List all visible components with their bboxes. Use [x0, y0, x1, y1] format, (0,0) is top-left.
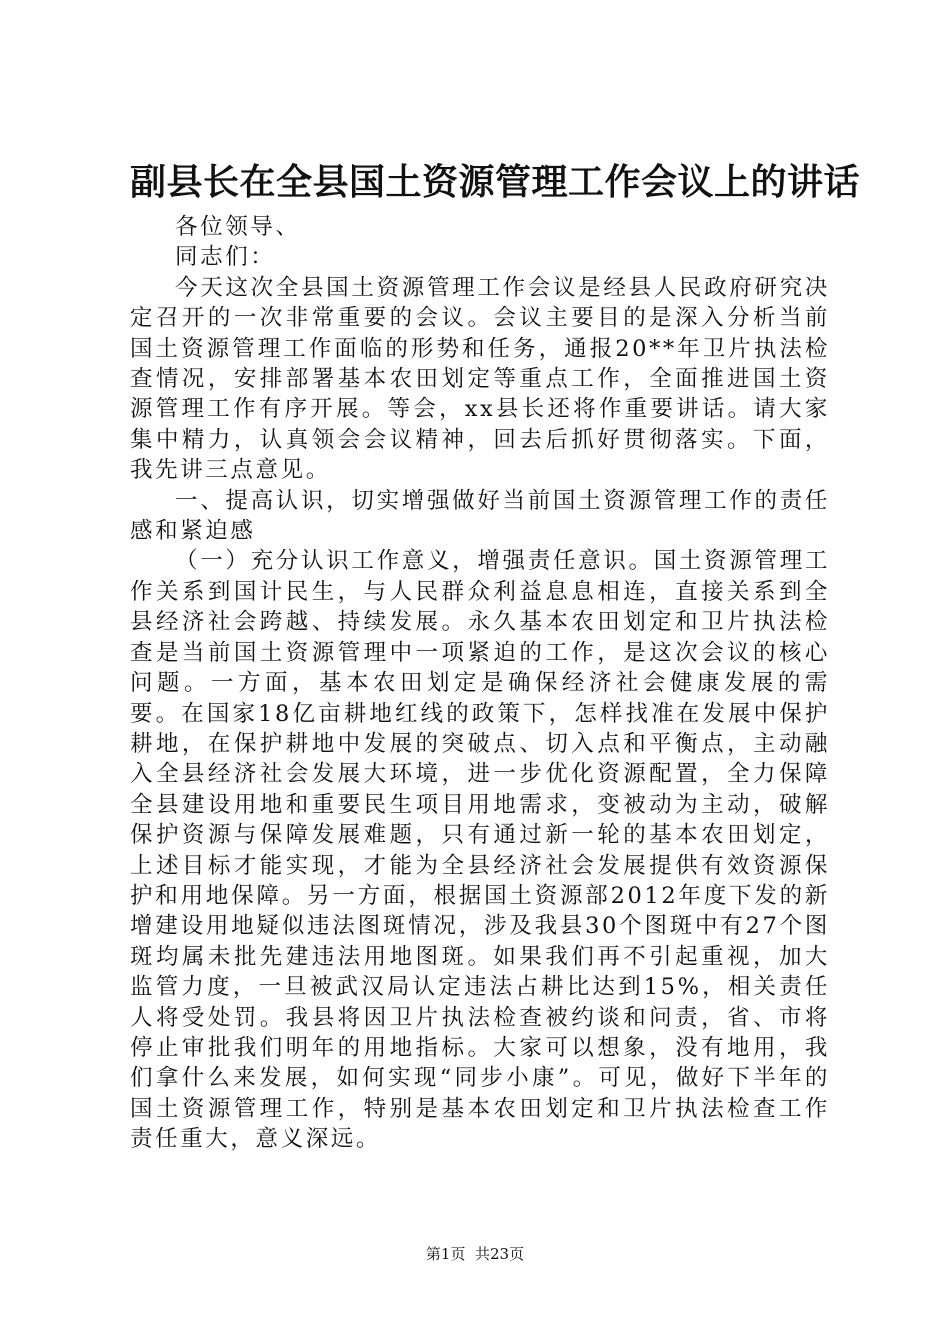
- section-heading-1: 一、提高认识，切实增强做好当前国土资源管理工作的责任感和紧迫感: [130, 487, 830, 545]
- document-title: 副县长在全县国土资源管理工作会议上的讲话: [130, 161, 861, 203]
- page-number: 第1页: [425, 1245, 466, 1263]
- salutation-comrades: 同志们：: [175, 244, 276, 271]
- page-footer: [0, 1244, 950, 1264]
- salutation-leaders: 各位领导、: [175, 214, 301, 240]
- paragraph-subsection-1: （一）充分认识工作意义，增强责任意识。国土资源管理工作关系到国计民生，与人民群众利益息息相连，直接关系到全县经济社会跨越、持续发展。永久基本农田划定和卫片执法检查是当前国土资源管理中一项紧迫的工作，是这次会议的核心问题。一方面，基本农田划定是确保经济社会健康发展的需要。在国家18亿亩耕地红线的政策下，怎样找准在发展中保护耕地，在保护耕地中发展的突破点、切入点和平衡点，主动融入全县经济社会发展大环境，进一步优化资源配置，全力保障全县建设用地和重要民生项目用地需求，变被动为主动，破解保护资源与保障发展难题，只有通过新一轮的基本农田划定，上述目标才能实现，才能为全县经济社会发展提供有效资源保护和用地保障。另一方面，根据国土资源部2012年度下发的新增建设用地疑似违法图斑情况，涉及我县30个图斑中有27个图斑均属未批先建违法用地图斑。如果我们再不引起重视，加大监管力度，一旦被武汉局认定违法占耕比达到15%，相关责任人将受处罚。我县将因卫片执法检查被约谈和问责，省、市将停止审批我们明年的用地指标。大家可以想象，没有地用，我们拿什么来发展，如何实现“同步小康”。可见，做好下半年的国土资源管理工作，特别是基本农田划定和卫片执法检查工作责任重大，意义深远。: [130, 548, 830, 1153]
- page-total: 共23页: [475, 1245, 525, 1263]
- document-body: [130, 212, 830, 1155]
- paragraph-opening: 今天这次全县国土资源管理工作会议是经县人民政府研究决定召开的一次非常重要的会议。会议主要目的是深入分析当前国土资源管理工作面临的形势和任务，通报20**年卫片执法检查情况，安排部署基本农田划定等重点工作，全面推进国土资源管理工作有序开展。等会，xx县长还将作重要讲话。请大家集中精力，认真领会会议精神，回去后抓好贯彻落实。下面，我先讲三点意见。: [130, 274, 830, 484]
